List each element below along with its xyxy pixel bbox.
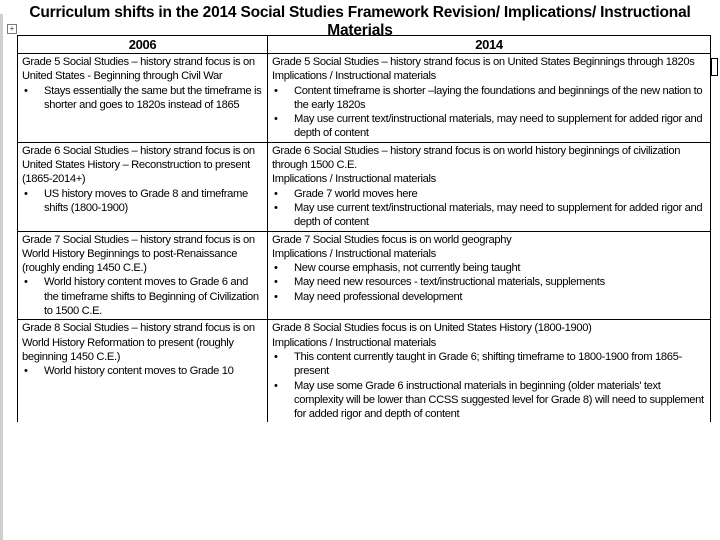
bullet-item — [22, 187, 263, 216]
bullet-icon: • — [274, 113, 278, 126]
bullet-item — [272, 84, 706, 113]
cell-2014 — [268, 142, 711, 231]
cell-heading: Grade 5 Social Studies – history strand focus is on United States Beginnings through 1820s — [272, 56, 695, 68]
cell-subheading: Implications / Instructional materials — [272, 247, 436, 260]
cell-2006 — [18, 231, 268, 320]
bullet-icon: • — [24, 187, 28, 200]
bullet-item — [22, 84, 263, 113]
table-row — [18, 320, 711, 423]
bullet-item — [272, 112, 706, 141]
bullet-item — [22, 364, 263, 378]
bullet-text: This content currently taught in Grade 6; shifting timeframe to 1800-1900 from 1865-present — [294, 350, 682, 378]
bullet-icon: • — [274, 350, 278, 363]
bullet-icon: • — [274, 201, 278, 214]
scrollbar-thumb[interactable] — [711, 58, 718, 76]
bullet-text: Grade 7 world moves here — [294, 187, 418, 200]
bullet-item — [22, 275, 263, 318]
table-header-row — [18, 36, 711, 54]
bullet-item — [272, 275, 706, 289]
bullet-item — [272, 350, 706, 379]
cell-subheading: Implications / Instructional materials — [272, 173, 436, 186]
bullet-item — [272, 261, 706, 275]
cell-heading: Grade 6 Social Studies – history strand focus is on world history beginnings of civilization through 1500 C.E. — [272, 144, 681, 172]
cell-2006 — [18, 54, 268, 143]
cell-2014 — [268, 231, 711, 320]
bullet-icon: • — [274, 379, 278, 392]
bullet-item — [272, 201, 706, 230]
bullet-icon: • — [274, 276, 278, 289]
bullet-text: May need professional development — [294, 290, 463, 303]
cell-heading: Grade 8 Social Studies – history strand focus is on World History Reformation to present (roughly beginning 1450 C.E.) — [22, 322, 255, 363]
bullet-icon: • — [274, 84, 278, 97]
cell-heading: Grade 5 Social Studies – history strand focus is on United States - Beginning through Civil War — [22, 56, 255, 83]
bullet-text: Content timeframe is shorter –laying the foundations and beginnings of the new nation to the early 1820s — [294, 84, 703, 111]
bullet-icon: • — [24, 365, 28, 378]
header-2006: 2006 — [18, 36, 268, 54]
table-row — [18, 231, 711, 320]
cell-subheading: Implications / Instructional materials — [272, 336, 436, 349]
bullet-text: World history content moves to Grade 6 and the timeframe shifts to Beginning of Civilization to 1500 C.E. — [44, 276, 259, 318]
bullet-text: May use some Grade 6 instructional materials in beginning (older materials' text complexity will be lower than CCSS suggested level for Grade 8) will need to supplement for added rigor and depth of content — [294, 379, 704, 421]
bullet-text: Stays essentially the same but the timeframe is shorter and goes to 1820s instead of 1865 — [44, 84, 262, 111]
bullet-item — [272, 187, 706, 201]
bullet-item — [272, 290, 706, 304]
table-row — [18, 54, 711, 143]
table-row — [18, 142, 711, 231]
bullet-text: May need new resources - text/instructional materials, supplements — [294, 276, 605, 289]
bullet-text: New course emphasis, not currently being taught — [294, 262, 521, 275]
bullet-item — [272, 379, 706, 422]
cell-heading: Grade 8 Social Studies focus is on United States History (1800-1900) — [272, 322, 592, 335]
bullet-text: World history content moves to Grade 10 — [44, 365, 234, 378]
cell-heading: Grade 7 Social Studies – history strand focus is on World History Beginnings to post-Renaissance (roughly ending 1450 C.E.) — [22, 233, 255, 275]
bullet-text: May use current text/instructional materials, may need to supplement for added rigor and depth of content — [294, 201, 703, 229]
cell-2006 — [18, 142, 268, 231]
bullet-icon: • — [274, 290, 278, 303]
bullet-icon: • — [24, 276, 28, 289]
page-title: Curriculum shifts in the 2014 Social Studies Framework Revision/ Implications/ Instructional Materials — [29, 4, 691, 39]
table-move-handle-icon[interactable]: + — [7, 24, 17, 34]
bullet-text: US history moves to Grade 8 and timeframe shifts (1800-1900) — [44, 187, 248, 214]
bullet-text: May use current text/instructional materials, may need to supplement for added rigor and depth of content — [294, 113, 703, 140]
cell-2014 — [268, 320, 711, 423]
bullet-icon: • — [24, 84, 28, 97]
cell-2006 — [18, 320, 268, 423]
cell-2014 — [268, 54, 711, 143]
cell-subheading: Implications / Instructional materials — [272, 70, 436, 83]
bullet-icon: • — [274, 262, 278, 275]
curriculum-table — [17, 35, 711, 423]
cell-heading: Grade 7 Social Studies focus is on world geography — [272, 233, 512, 246]
left-scroll-edge — [0, 14, 3, 540]
cell-heading: Grade 6 Social Studies – history strand focus is on United States History – Reconstruction to present (1865-2014+) — [22, 144, 255, 186]
header-2014: 2014 — [268, 36, 711, 54]
bullet-icon: • — [274, 187, 278, 200]
